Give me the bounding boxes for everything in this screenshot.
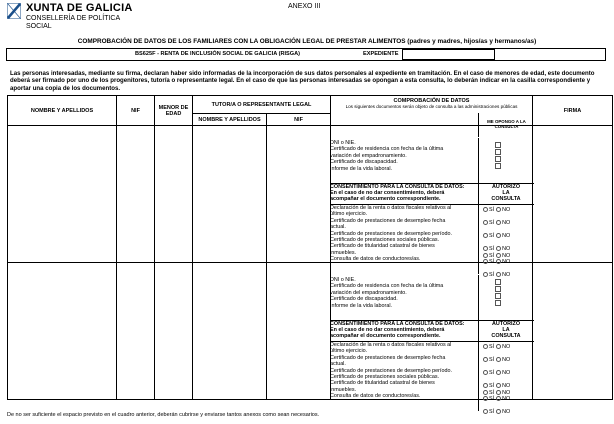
no-radio[interactable]	[496, 246, 501, 251]
yes-no-choice	[481, 246, 510, 252]
oppose-checkbox[interactable]	[495, 286, 501, 292]
authorize-text: CONSULTA	[491, 196, 521, 203]
yes-label: SÍ	[489, 207, 495, 213]
col-tutor-header: TUTOR/A O REPRESENTANTE LEGAL	[193, 96, 331, 114]
org-name: XUNTA DE GALICIA	[26, 2, 133, 14]
yes-no-choice	[481, 396, 510, 402]
no-label: NO	[502, 272, 511, 278]
yes-radio[interactable]	[483, 409, 488, 414]
consent-doc-item: inmuebles.	[330, 249, 357, 256]
procedure-code: BS625F - RENTA DE INCLUSIÓN SOCIAL DE GALICIA (RISGA)	[135, 51, 301, 57]
dept-line-1: CONSELLERÍA DE POLÍTICA	[26, 15, 121, 22]
doc-item: DNI o NIE.	[330, 140, 356, 146]
consent-doc-item: inmuebles.	[330, 386, 357, 393]
consent-text: acompañar el documento correspondiente.	[330, 196, 441, 203]
oppose-checkbox[interactable]	[495, 279, 501, 285]
consent-doc-item: Certificado de prestaciones sociales públicas.	[330, 236, 440, 243]
no-label: NO	[502, 220, 511, 226]
doc-item: Certificado de residencia con fecha de la última	[330, 146, 444, 153]
yes-radio[interactable]	[483, 233, 488, 238]
doc-item: variación del empadronamiento.	[330, 289, 407, 296]
consent-doc-item: último ejercicio.	[330, 348, 368, 355]
no-radio[interactable]	[496, 259, 501, 264]
no-label: NO	[502, 246, 511, 252]
no-radio[interactable]	[496, 253, 501, 258]
consent-doc-item: actual.	[330, 224, 346, 231]
oppose-checkbox[interactable]	[495, 142, 501, 148]
yes-no-choice	[481, 357, 510, 363]
tutor-nif-cell[interactable]	[267, 263, 331, 400]
docs-list	[330, 140, 520, 172]
consent-doc-item: Declaración de la renta o datos fiscales relativos al	[330, 342, 452, 348]
yes-no-choice	[481, 409, 510, 415]
authorize-text: LA	[502, 327, 510, 334]
doc-item: Certificado de residencia con fecha de la última	[330, 283, 444, 290]
no-label: NO	[502, 370, 511, 376]
consent-doc-item: Consulta de datos de conductores/as.	[330, 256, 421, 263]
oppose-checkbox[interactable]	[495, 293, 501, 299]
tutor-nif-cell[interactable]	[267, 126, 331, 263]
annex-label: ANEXO III	[288, 3, 321, 10]
consent-doc-item: Certificado de prestaciones de desempleo período.	[330, 230, 452, 237]
yes-label: SÍ	[489, 259, 495, 265]
consent-text: CONSENTIMIENTO PARA LA CONSULTA DE DATOS:	[330, 321, 465, 327]
yes-label: SÍ	[489, 370, 495, 376]
consent-block	[330, 321, 480, 340]
yes-radio[interactable]	[483, 220, 488, 225]
yes-no-choice	[481, 233, 510, 239]
yes-label: SÍ	[489, 357, 495, 363]
no-radio[interactable]	[496, 370, 501, 375]
consent-doc-item: Certificado de titularidad catastral de bienes	[330, 243, 435, 250]
name-cell[interactable]	[8, 126, 117, 263]
consent-docs-list	[330, 342, 480, 400]
consent-text: En el caso de no dar consentimiento, deberá	[330, 190, 445, 197]
consent-docs-list	[330, 205, 480, 263]
oppose-checkbox[interactable]	[495, 300, 501, 306]
no-radio[interactable]	[496, 409, 501, 414]
dept-name	[26, 15, 120, 31]
dept-line-2: SOCIAL	[26, 23, 52, 30]
no-label: NO	[502, 396, 511, 402]
consent-doc-item: Declaración de la renta o datos fiscales relativos al	[330, 205, 452, 211]
footnote: De no ser suficiente el espacio previsto en el cuadro anterior, deberán cubrirse y enviarse tantos anexos como sean necesarios.	[7, 412, 320, 418]
yes-label: SÍ	[489, 246, 495, 252]
no-label: NO	[502, 357, 511, 363]
no-label: NO	[502, 259, 511, 265]
yes-radio[interactable]	[483, 246, 488, 251]
document-title: COMPROBACIÓN DE DATOS DE LOS FAMILIARES CON LA OBLIGACIÓN LEGAL DE PRESTAR ALIMENTOS (padres y madres, hijos/as y hermanos/as)	[77, 38, 537, 45]
consent-doc-item: Certificado de prestaciones sociales públicas.	[330, 373, 440, 380]
yes-radio[interactable]	[483, 344, 488, 349]
family-table	[7, 95, 613, 400]
yes-no-choice	[481, 383, 510, 389]
doc-item: variación del empadronamiento.	[330, 152, 407, 159]
yes-no-choice	[481, 370, 510, 376]
authorize-text: AUTORIZO	[491, 321, 521, 327]
consent-doc-item: Certificado de prestaciones de desempleo fecha	[330, 217, 446, 224]
yes-radio[interactable]	[483, 390, 488, 395]
sign-cell[interactable]	[533, 126, 613, 263]
minor-cell[interactable]	[155, 126, 193, 263]
yes-label: SÍ	[489, 390, 495, 396]
yes-label: SÍ	[489, 396, 495, 402]
consent-doc-item: Certificado de titularidad catastral de bienes	[330, 380, 435, 387]
col-name-header: NOMBRE Y APELLIDOS	[8, 96, 117, 126]
yes-label: SÍ	[489, 344, 495, 350]
no-radio[interactable]	[496, 220, 501, 225]
oppose-checkbox[interactable]	[495, 149, 501, 155]
no-radio[interactable]	[496, 396, 501, 401]
authorize-text: CONSULTA	[491, 333, 521, 340]
yes-radio[interactable]	[483, 259, 488, 264]
yes-label: SÍ	[489, 272, 495, 278]
tutor-name-cell[interactable]	[193, 263, 267, 400]
oppose-checkbox[interactable]	[495, 163, 501, 169]
yes-radio[interactable]	[483, 370, 488, 375]
xunta-logo-icon	[7, 3, 21, 19]
col-tutor-nif-header: NIF	[267, 114, 331, 126]
col-minor-header: MENOR DE EDAD	[155, 96, 193, 126]
name-cell[interactable]	[8, 263, 117, 400]
authorize-header	[478, 321, 534, 340]
consent-doc-item: actual.	[330, 361, 346, 368]
no-radio[interactable]	[496, 344, 501, 349]
col-docs-title: COMPROBACIÓN DE DATOS	[393, 98, 470, 104]
consent-doc-item: último ejercicio.	[330, 211, 368, 218]
sign-cell[interactable]	[533, 263, 613, 400]
nif-cell[interactable]	[117, 263, 155, 400]
col-tutor-name-header: NOMBRE Y APELLIDOS	[193, 114, 267, 126]
consent-doc-item: Certificado de prestaciones de desempleo período.	[330, 367, 452, 374]
no-radio[interactable]	[496, 207, 501, 212]
yes-radio[interactable]	[483, 396, 488, 401]
no-label: NO	[502, 207, 511, 213]
expediente-field[interactable]	[402, 49, 495, 60]
expediente-label: EXPEDIENTE	[363, 51, 399, 57]
yes-radio[interactable]	[483, 357, 488, 362]
yes-label: SÍ	[489, 409, 495, 415]
docs-list	[330, 277, 520, 309]
authorize-text: AUTORIZO	[491, 184, 521, 190]
yes-radio[interactable]	[483, 253, 488, 258]
consent-text: acompañar el documento correspondiente.	[330, 333, 441, 340]
yes-no-choice	[481, 259, 510, 265]
procedure-box	[6, 48, 606, 61]
doc-item: DNI o NIE.	[330, 277, 356, 283]
consent-doc-item: Certificado de prestaciones de desempleo fecha	[330, 354, 446, 361]
no-label: NO	[502, 344, 511, 350]
tutor-name-cell[interactable]	[193, 126, 267, 263]
yes-label: SÍ	[489, 233, 495, 239]
doc-item: Informe de la vida laboral.	[330, 302, 393, 309]
yes-label: SÍ	[489, 220, 495, 226]
consent-doc-item: Consulta de datos de conductores/as.	[330, 393, 421, 400]
yes-label: SÍ	[489, 253, 495, 259]
no-label: NO	[502, 409, 511, 415]
consent-block	[330, 184, 480, 203]
no-label: NO	[502, 383, 511, 389]
col-nif-header: NIF	[117, 96, 155, 126]
oppose-header: ME OPONGO A LA CONSULTA	[487, 119, 526, 129]
consent-text: En el caso de no dar consentimiento, deberá	[330, 327, 445, 334]
oppose-checkbox[interactable]	[495, 156, 501, 162]
col-docs-subtitle: Los siguientes documentos serán objeto de consulta a las administraciones públicas	[345, 104, 518, 109]
no-radio[interactable]	[496, 357, 501, 362]
authorize-header	[478, 184, 534, 203]
yes-label: SÍ	[489, 383, 495, 389]
consent-text: CONSENTIMIENTO PARA LA CONSULTA DE DATOS:	[330, 184, 465, 190]
authorize-text: LA	[502, 190, 510, 197]
yes-no-choice	[481, 220, 510, 226]
doc-item: Certificado de discapacidad.	[330, 296, 398, 303]
nif-cell[interactable]	[117, 126, 155, 263]
doc-item: Certificado de discapacidad.	[330, 159, 398, 166]
intro-text: Las personas interesadas, mediante su firma, declaran haber sido informadas de la incorporación de sus datos personales al expediente en tramitación. En el caso de menores de edad, este documento deberá ser firmado por uno de los progenitores, tutor/a o representante legal. En el caso de que las personas interesadas se opongan a esta consulta, lo deberán indicar en la casilla correspondiente y aportar una copia de los documentos.	[10, 70, 595, 92]
no-radio[interactable]	[496, 383, 501, 388]
no-label: NO	[502, 233, 511, 239]
yes-no-choice	[481, 344, 510, 350]
col-sign-header: FIRMA	[533, 96, 613, 126]
no-radio[interactable]	[496, 390, 501, 395]
minor-cell[interactable]	[155, 263, 193, 400]
doc-item: Informe de la vida laboral.	[330, 165, 393, 172]
yes-radio[interactable]	[483, 383, 488, 388]
no-label: NO	[502, 253, 511, 259]
no-label: NO	[502, 390, 511, 396]
yes-radio[interactable]	[483, 207, 488, 212]
no-radio[interactable]	[496, 233, 501, 238]
yes-no-choice	[481, 207, 510, 213]
